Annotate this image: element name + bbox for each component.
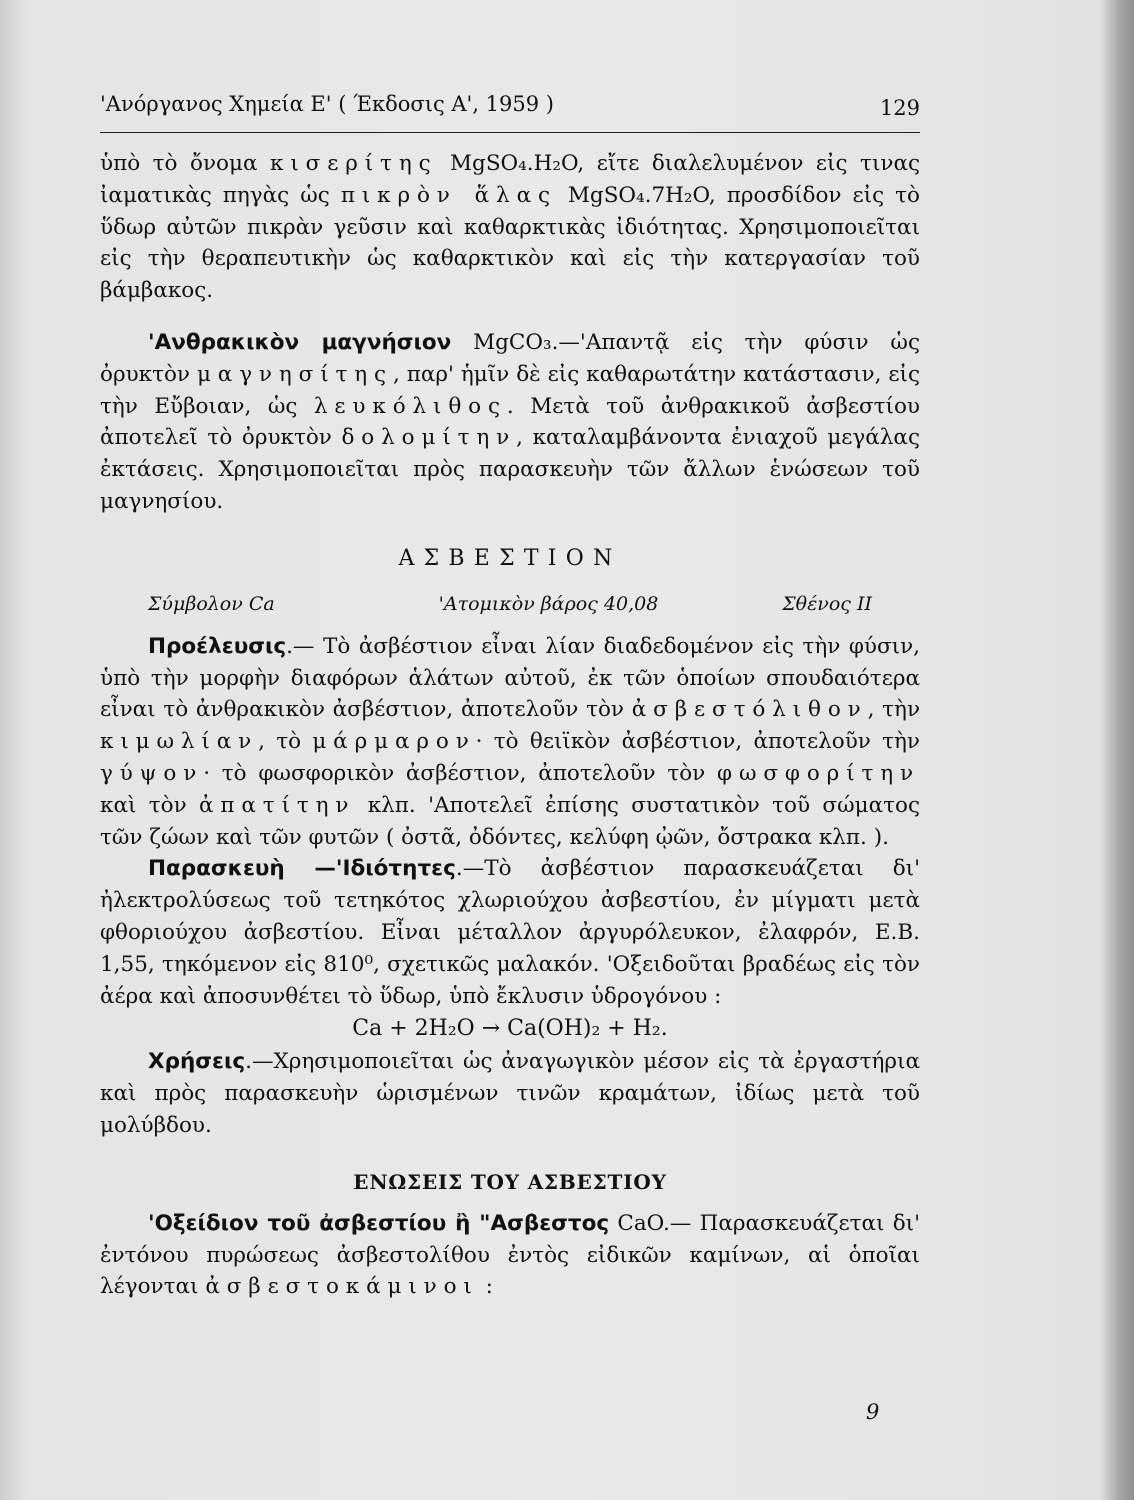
spaced-term: ἀπατίτην (198, 792, 356, 818)
paragraph-origin (100, 631, 920, 854)
spaced-term: κισερίτης (270, 151, 438, 176)
text-run: .— Παρασκευάζεται δι' ἐντόνου πυρώσεως ἀσβεστολίθου ἐντὸς εἰδικῶν καμίνων, αἱ ὁποῖαι λέγονται (100, 1210, 920, 1300)
text-run: . Μετὰ τοῦ ἀνθρακικοῦ ἀσβεστίου ἀποτελεῖ τὸ ὀρυκτὸν (100, 393, 920, 451)
text-run: καὶ τὸν (100, 792, 187, 818)
chemical-formula: MgCO₃ (473, 329, 552, 355)
text-run: : (485, 1274, 493, 1300)
valence: Σθένος II (782, 592, 872, 615)
element-symbol: Σύμβολον Ca (148, 592, 275, 615)
paragraph-kiseritis (100, 148, 920, 307)
element-properties (148, 593, 872, 615)
spaced-term: ἀσβεστοκάμινοι (205, 1274, 479, 1300)
section-heading: Παρασκευὴ —'Ιδιότητες (148, 856, 456, 882)
section-title: ΕΝΩΣΕΙΣ ΤΟΥ ΑΣΒΕΣΤΙΟΥ (353, 1169, 667, 1194)
spaced-term: ἀσβεστόλιθον (631, 697, 868, 723)
paragraph-uses (100, 1046, 920, 1141)
atomic-weight: 'Ατομικὸν βάρος 40,08 (438, 592, 659, 615)
spaced-term: κιμωλίαν (100, 729, 259, 755)
section-heading: Χρήσεις (148, 1049, 246, 1075)
text-run: · τὸ θειϊκὸν ἀσβέστιον, ἀποτελοῦν τὴν (475, 729, 920, 755)
page-number: 129 (879, 96, 920, 120)
spaced-term: μάρμαρον (312, 729, 476, 755)
text-run: · τὸ φωσφορικὸν ἀσβέστιον, ἀποτελοῦν τὸν (203, 760, 706, 786)
spaced-term: λευκόλιθος (313, 393, 507, 419)
section-heading: 'Οξείδιον τοῦ ἀσβεστίου ἢ "Ασβεστος (148, 1210, 610, 1236)
paragraph-calcium-oxide (100, 1208, 920, 1303)
section-heading: Προέλευσις (148, 633, 287, 659)
text-run: , παρ' ἡμῖν δὲ εἰς καθαρωτάτην κατάστασιν, εἰς τὴν Εὔβοιαν, ὡς (100, 361, 920, 419)
chemical-formula: MgSO₄.H₂O (450, 151, 578, 176)
text-run: .—'Απαντᾷ εἰς τὴν φύσιν ὡς ὀρυκτὸν (100, 329, 920, 387)
text-run: , εἴτε διαλελυμένον εἰς τινας ἰαματικὰς πηγὰς ὡς (100, 151, 921, 208)
text-run: .—Χρησιμοποιεῖται ὡς ἀναγωγικὸν μέσον εἰς τὰ ἐργαστήρια καὶ πρὸς παρασκευὴν ὡρισμένων τινῶν κραμάτων, ἰδίως μετὰ τοῦ μολύβδου. (100, 1049, 920, 1138)
text-run: , τὴν (867, 697, 921, 723)
text-run: ὑπὸ τὸ ὄνομα (100, 151, 258, 176)
spaced-term: μαγνησίτης (196, 361, 393, 387)
spaced-term: φωσφορίτην (717, 760, 920, 786)
spaced-term: δολομίτην (341, 425, 517, 451)
spaced-term: πικρὸν ἅλας (340, 182, 557, 208)
text-run: , τὸ (258, 729, 302, 755)
spaced-term: γύψον (100, 760, 204, 786)
chemical-formula: MgSO₄.7H₂O (567, 182, 709, 208)
signature-mark: 9 (866, 1400, 880, 1424)
header-title: 'Ανόργανος Χημεία Ε' ( Έκδοσις Α', 1959 ) (100, 92, 554, 116)
text-run: .—Τὸ ἀσβέστιον παρασκευάζεται δι' ἠλεκτρολύσεως τοῦ τετηκότος χλωριούχου ἀσβεστίου, ἐν μίγματι μετὰ φθοριούχου ἀσβεστίου. Εἶναι μέταλλον ἀργυρόλευκον, ἐλαφρόν, Ε.Β. 1,55, τηκόμενον εἰς 810⁰, σχετικῶς μαλακόν. 'Οξειδοῦται βραδέως εἰς τὸν ἀέρα καὶ ἀποσυνθέτει τὸ ὕδωρ, ὑπὸ ἔκλυσιν ὑδρογόνου : (100, 856, 921, 1009)
text-run: κλπ. 'Αποτελεῖ ἐπίσης συστατικὸν τοῦ σώματος τῶν ζώων καὶ τῶν φυτῶν ( ὀστᾶ, ὀδόντες, κελύφη ᾠῶν, ὄστρακα κλπ. ). (100, 792, 920, 850)
text-run: , προσδίδον εἰς τὸ ὕδωρ αὐτῶν πικρὰν γεῦσιν καὶ καθαρκτικὰς ἰδιότητας. Χρησιμοποιεῖται εἰς τὴν θεραπευτικὴν ὡς καθαρκτικὸν καὶ εἰς τὴν κατεργασίαν τοῦ βάμβακος. (100, 182, 920, 304)
chapter-title: ΑΣΒΕΣΤΙΟΝ (398, 545, 622, 571)
chemical-equation: Ca + 2H₂O → Ca(OH)₂ + H₂. (352, 1016, 668, 1042)
text-run: .— Τὸ ἀσβέστιον εἶναι λίαν διαδεδομένον εἰς τὴν φύσιν, ὑπὸ τὴν μορφὴν διαφόρων ἁλάτων αὐτοῦ, ἐκ τῶν ὁποίων σπουδαιότερα εἶναι τὸ ἀνθρακικὸν ἀσβέστιον, ἀποτελοῦν τὸν (100, 633, 920, 723)
chemical-formula: CaO (617, 1210, 664, 1236)
text-run: , καταλαμβάνοντα ἐνιαχοῦ μεγάλας ἐκτάσεις. Χρησιμοποιεῖται πρὸς παρασκευὴν τῶν ἄλλων ἑνώσεων τοῦ μαγνησίου. (100, 425, 920, 514)
paragraph-preparation-properties (100, 853, 920, 1012)
page-body (100, 148, 920, 1303)
paragraph-magnesium-carbonate (100, 327, 920, 518)
running-header (100, 90, 920, 133)
section-heading: 'Ανθρακικὸν μαγνήσιον (148, 329, 452, 355)
